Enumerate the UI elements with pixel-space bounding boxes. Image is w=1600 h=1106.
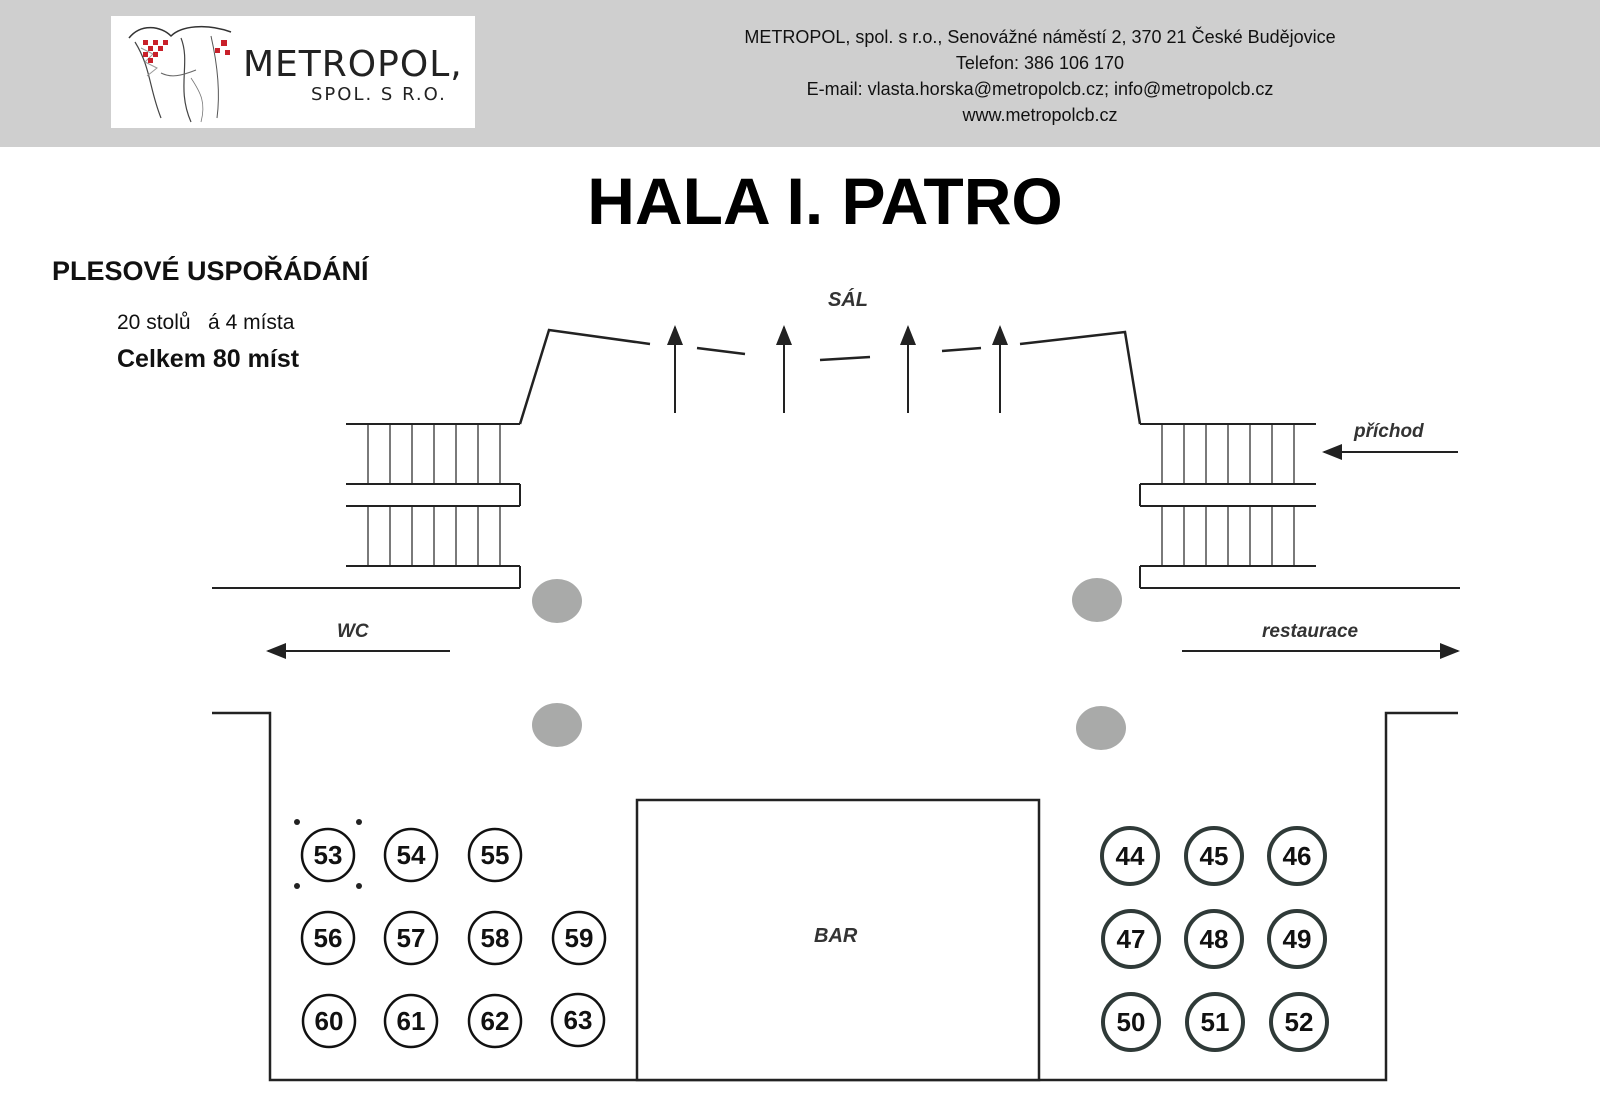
sal-label: SÁL — [828, 289, 868, 311]
table-number: 52 — [1284, 1007, 1314, 1037]
hall-entrance-walls — [520, 330, 1140, 424]
table-48 — [1186, 911, 1242, 967]
table-number: 45 — [1199, 841, 1229, 871]
page-title: HALA I. PATRO — [587, 164, 1063, 238]
table-54 — [385, 829, 437, 881]
table-52 — [1271, 994, 1327, 1050]
table-50 — [1103, 994, 1159, 1050]
table-55 — [469, 829, 521, 881]
table-number: 55 — [480, 840, 510, 870]
logo-company-suffix: SPOL. S R.O. — [311, 84, 447, 105]
table-number: 47 — [1116, 924, 1146, 954]
wc-label: WC — [337, 621, 369, 642]
table-number: 49 — [1282, 924, 1312, 954]
table-44 — [1102, 828, 1158, 884]
table-58 — [469, 912, 521, 964]
restaurant-label: restaurace — [1262, 621, 1359, 642]
table-number: 56 — [313, 923, 343, 953]
table-number: 58 — [480, 923, 510, 953]
layout-heading: PLESOVÉ USPOŘÁDÁNÍ — [52, 256, 369, 286]
table-46 — [1269, 828, 1325, 884]
table-63 — [552, 994, 604, 1046]
pillar — [1072, 578, 1122, 622]
table-56 — [302, 912, 354, 964]
table-number: 63 — [563, 1005, 593, 1035]
pillar — [1076, 706, 1126, 750]
tables-info: 20 stolů á 4 místa — [117, 311, 295, 334]
table-number: 62 — [480, 1006, 510, 1036]
arrival-label: příchod — [1354, 421, 1424, 442]
sal-arrows — [675, 327, 1000, 413]
table-47 — [1103, 911, 1159, 967]
email-line: E-mail: vlasta.horska@metropolcb.cz; info@metropolcb.cz — [806, 79, 1274, 99]
table-number: 53 — [313, 840, 343, 870]
table-59 — [553, 912, 605, 964]
table-number: 54 — [396, 840, 426, 870]
left-staircase — [212, 424, 520, 588]
pillars — [532, 578, 1126, 750]
table-number: 51 — [1200, 1007, 1230, 1037]
table-number: 59 — [564, 923, 594, 953]
phone-line: Telefon: 386 106 170 — [955, 53, 1125, 73]
table-number: 60 — [314, 1006, 344, 1036]
table-number: 61 — [396, 1006, 426, 1036]
total-capacity: Celkem 80 míst — [117, 345, 300, 373]
table-number: 57 — [396, 923, 426, 953]
logo-company-name: METROPOL, — [243, 44, 463, 85]
table-62 — [469, 995, 521, 1047]
table-number: 44 — [1115, 841, 1145, 871]
table-45 — [1186, 828, 1242, 884]
address-line: METROPOL, spol. s r.o., Senovážné náměstí 2, 370 21 České Budějovice — [744, 27, 1336, 47]
right-staircase — [1140, 424, 1460, 588]
website-line: www.metropolcb.cz — [962, 105, 1118, 125]
table-number: 48 — [1199, 924, 1229, 954]
table-53 — [302, 829, 354, 881]
table-number: 46 — [1282, 841, 1312, 871]
table-49 — [1269, 911, 1325, 967]
pillar — [532, 579, 582, 623]
table-57 — [385, 912, 437, 964]
table-51 — [1187, 994, 1243, 1050]
table-61 — [385, 995, 437, 1047]
table-60 — [303, 995, 355, 1047]
pillar — [532, 703, 582, 747]
table-number: 50 — [1116, 1007, 1146, 1037]
bar-label: BAR — [814, 925, 858, 947]
